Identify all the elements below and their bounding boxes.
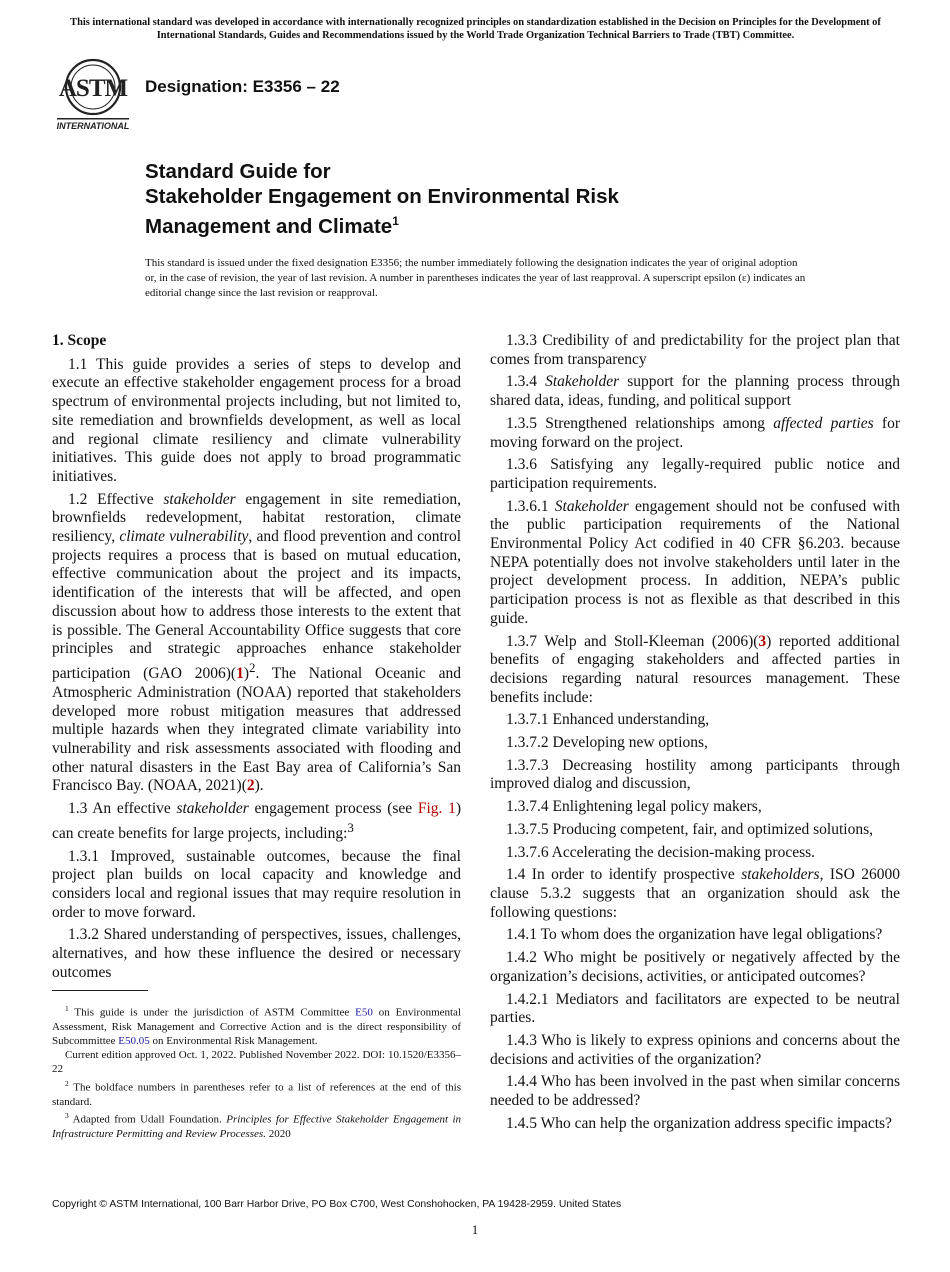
issue-note: This standard is issued under the fixed designation E3356; the number immediately following the designation indicates the year of original adoption or, in the case of revision, the year of last revision. A number in parentheses indicates the year of last reapproval. A superscript epsilon (ε) indicates an editorial change since the last revision or reapproval. [145, 257, 806, 299]
footnote-divider [52, 990, 148, 991]
paragraph-1-3-1: 1.3.1 Improved, sustainable outcomes, because the final project plan builds on local capacity and knowledge and considers local and regional issues that may require resolution in order to move forward. [52, 847, 461, 921]
title-line-2: Stakeholder Engagement on Environmental Risk [145, 184, 619, 208]
title-line-3-text: Management and Climate [145, 214, 393, 238]
reference-link-1[interactable]: 1 [236, 665, 244, 683]
paragraph-1-4-2: 1.4.2 Who might be positively or negatively affected by the organization’s decisions, activities, or anticipated outcomes? [490, 949, 900, 985]
paragraph-1-4-4: 1.4.4 Who has been involved in the past when similar concerns needed to be addressed? [490, 1073, 900, 1110]
logo-letters: ASTM [58, 75, 128, 102]
footnotes [52, 1002, 461, 1141]
paragraph-1-4-1: 1.4.1 To whom does the organization have legal obligations? [506, 926, 883, 944]
paragraph-1-3-6-1: 1.3.6.1 Stakeholder engagement should not be confused with the public participation requirements of the National Environmental Policy Act codified in 40 CFR §6.203. because NEPA potentially does not involve stakeholders until later in the project development process. In addition, NEPA’s public participation process is not as flexible as that described in this guide. [490, 497, 900, 627]
footnote-1-edition: Current edition approved Oct. 1, 2022. Published November 2022. DOI: 10.1520/E3356–22 [52, 1049, 461, 1076]
footnote-1: $^1$ This guide is under the jurisdiction of ASTM Committee E50 on Environmental Assessment, Risk Management and Corrective Action and is the direct responsibility of Subcommittee E50.05 on Environmental Risk Management. [52, 1004, 461, 1048]
reference-link-2[interactable]: 2 [246, 777, 255, 795]
subcommittee-link[interactable]: E50.05 [118, 1035, 150, 1048]
left-column [52, 332, 461, 987]
paragraph-1-4: 1.4 In order to identify prospective stakeholders, ISO 26000 clause 5.3.2 suggests that an organization should ask the following questions: [490, 866, 900, 921]
page-number: 1 [471, 1222, 479, 1237]
footnote-ref-2[interactable]: 2 [249, 659, 256, 675]
paragraph-1-4-2-1: 1.4.2.1 Mediators and facilitators are expected to be neutral parties. [490, 990, 900, 1027]
logo-text: INTERNATIONAL [56, 121, 130, 131]
paragraph-1-3-4: 1.3.4 Stakeholder support for the planning process through shared data, ideas, funding, and political support [490, 373, 900, 410]
paragraph-1-3-3: 1.3.3 Credibility of and predictability for the project plan that comes from transparency [490, 332, 900, 368]
section-heading-scope: 1. Scope [52, 332, 107, 349]
paragraph-1-3-7: 1.3.7 Welp and Stoll-Kleeman (2006)(3) reported additional benefits of engaging stakeholders and affected parties in decisions regarding natural resources management. These benefits include: [490, 632, 900, 706]
paragraph-1-2: 1.2 Effective stakeholder engagement in site remediation, brownfields redevelopment, habitat restoration, climate resiliency, climate vulnerability, and flood prevention and control projects requires a process that is based on mutual education, effective communication about the project and its impacts, identification of the interests that will be affected, and open discussion about how to address those interests to the extent that is possible. The General Accountability Office suggests that core principles and strategic approaches enhance stakeholder participation (GAO $2006)(1)^2$. The National Oceanic and Atmospheric Administration (NOAA) reported that stakeholders developed more robust mitigation measures that addressed multiple hazards when they integrated climate variability into vulnerability and risk assessments associated with flooding and other natural disasters in the East Bay area of California’s San Francisco Bay. (NOAA, 2021)(2). [52, 490, 462, 795]
paragraph-1-3-7-1: 1.3.7.1 Enhanced understanding, [506, 711, 710, 729]
astm-international-logo-icon [52, 58, 134, 132]
copyright: Copyright © ASTM International, 100 Barr Harbor Drive, PO Box C700, West Conshohocken, PA 19428-2959. United States [52, 1199, 622, 1210]
page-title [145, 160, 619, 239]
paragraph-1-3-7-3: 1.3.7.3 Decreasing hostility among participants through improved dialog and discussion, [490, 756, 900, 793]
title-line-1: Standard Guide for [145, 160, 331, 183]
paragraph-1-1: 1.1 This guide provides a series of steps to develop and execute an effective stakeholder engagement process for a broad spectrum of environmental projects including, but not limited to, site remediation and brownfields development, as well as local and regional climate resiliency and climate vulnerability initiatives. This guide does not apply to broad programmatic initiatives. [52, 355, 461, 485]
designation: Designation: E3356 – 22 [145, 77, 340, 96]
paragraph-1-3: 1.3 An effective stakeholder engagement process (see Fig. 1) can create benefits for large projects, including:$^3$ [52, 800, 462, 842]
paragraph-1-3-7-5: 1.3.7.5 Producing competent, fair, and optimized solutions, [506, 820, 874, 838]
paragraph-1-3-6: 1.3.6 Satisfying any legally-required public notice and participation requirements. [490, 456, 900, 492]
paragraph-1-3-7-6: 1.3.7.6 Accelerating the decision-making process. [506, 843, 816, 861]
figure-link[interactable]: Fig. 1 [417, 800, 456, 818]
footnote-3: $^3$ Adapted from Udall Foundation. Principles for Effective Stakeholder Engagement in Infrastructure Permitting and Review Processes. 2020 [52, 1110, 462, 1140]
title-line-3 [145, 209, 619, 239]
paragraph-1-3-7-2: 1.3.7.2 Developing new options, [506, 734, 708, 752]
top-notice: This international standard was developed in accordance with internationally recognized principles on standardization established in the Decision on Principles for the Development of International Standards, Guides and Recommendations issued by the World Trade Organization Technical Barriers to Trade (TBT) Committee. [70, 17, 881, 41]
footnote-ref-3[interactable]: 3 [347, 819, 354, 835]
reference-link-3[interactable]: 3 [758, 632, 767, 650]
right-column [490, 332, 900, 1137]
paragraph-1-4-5: 1.4.5 Who can help the organization address specific impacts? [506, 1114, 892, 1132]
designation-year: 22 [320, 77, 340, 96]
committee-link[interactable]: E50 [355, 1006, 373, 1019]
paragraph-1-4-3: 1.4.3 Who is likely to express opinions and concerns about the decisions and activities of the organization? [490, 1031, 900, 1068]
designation-label: Designation: E3356 [145, 77, 302, 96]
title-footnote-mark: 1 [392, 214, 399, 228]
astm-logo [52, 58, 134, 132]
footnote-2: $^2$ The boldface numbers in parentheses refer to a list of references at the end of this standard. [52, 1078, 461, 1108]
paragraph-1-3-5: 1.3.5 Strengthened relationships among affected parties for moving forward on the project. [490, 414, 900, 451]
paragraph-1-3-7-4: 1.3.7.4 Enlightening legal policy makers, [506, 798, 762, 816]
paragraph-1-3-2: 1.3.2 Shared understanding of perspectives, issues, challenges, alternatives, and how these influence the desired or necessary outcomes [52, 926, 461, 981]
